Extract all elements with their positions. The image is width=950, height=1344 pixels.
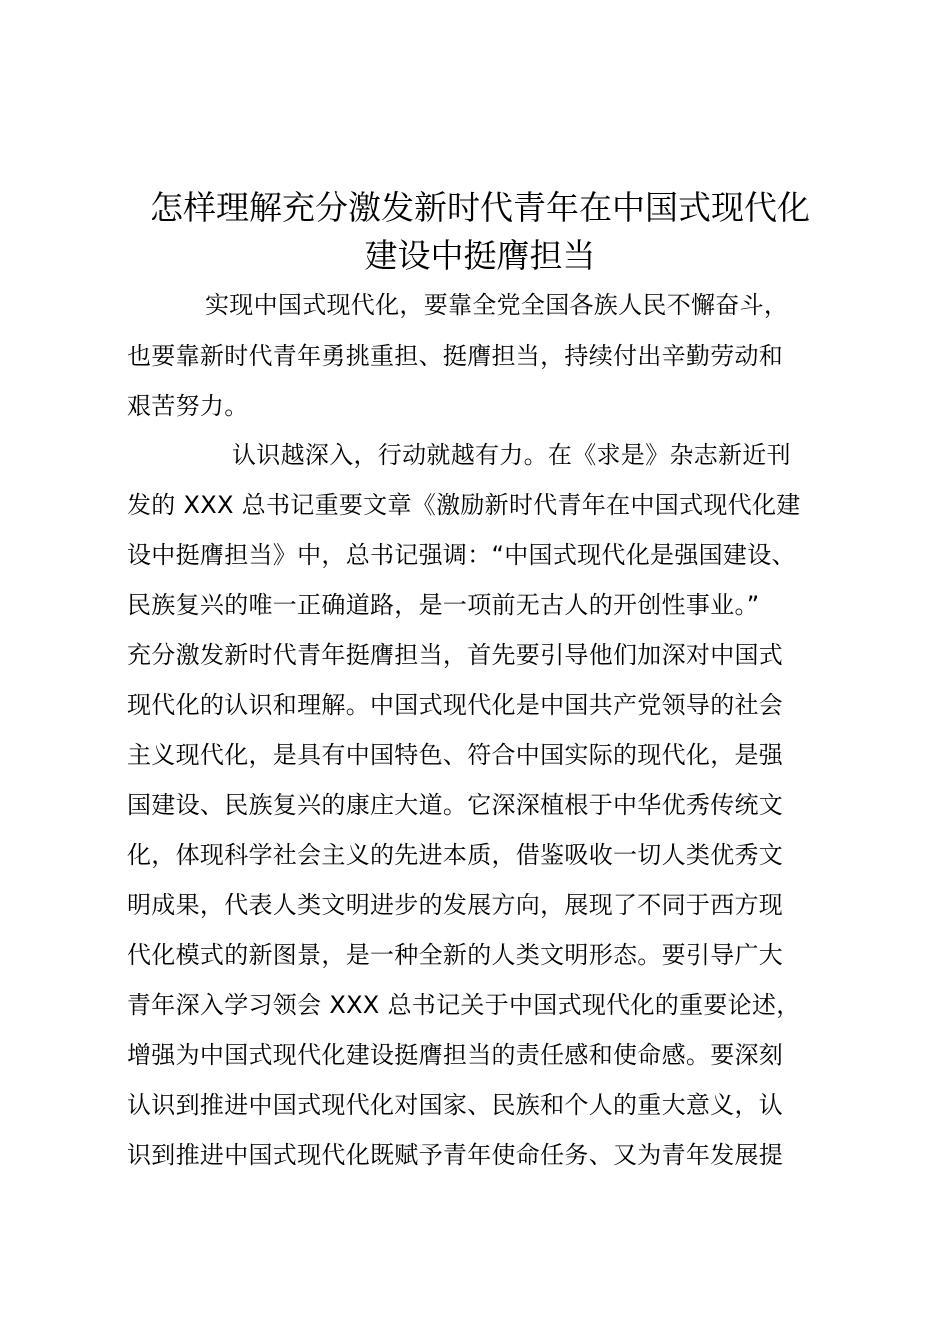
paragraph-2-line-7: 主义现代化，是具有中国特色、符合中国实际的现代化，是强 bbox=[127, 741, 784, 769]
paragraph-2-line-11: 代化模式的新图景，是一种全新的人类文明形态。要引导广大 bbox=[127, 941, 784, 969]
paragraph-2-line-3: 设中挺膺担当》中，总书记强调：“中国式现代化是强国建设、 bbox=[127, 541, 796, 569]
paragraph-1-line-1: 实现中国式现代化，要靠全党全国各族人民不懈奋斗， bbox=[205, 291, 789, 319]
paragraph-2-line-5: 充分激发新时代青年挺膺担当，首先要引导他们加深对中国式 bbox=[127, 641, 784, 669]
paragraph-2-line-4: 民族复兴的唯一正确道路，是一项前无古人的开创性事业。” bbox=[127, 591, 760, 619]
paragraph-2-line-6: 现代化的认识和理解。中国式现代化是中国共产党领导的社会 bbox=[127, 691, 784, 719]
paragraph-2-line-14: 认识到推进中国式现代化对国家、民族和个人的重大意义，认 bbox=[127, 1091, 784, 1119]
paragraph-2-line-8: 国建设、民族复兴的康庄大道。它深深植根于中华优秀传统文 bbox=[127, 791, 784, 819]
paragraph-2-line-2: 发的 XXX 总书记重要文章《激励新时代青年在中国式现代化建 bbox=[127, 491, 801, 519]
paragraph-1-line-2: 也要靠新时代青年勇挑重担、挺膺担当，持续付出辛勤劳动和 bbox=[127, 342, 784, 370]
paragraph-2-line-9: 化，体现科学社会主义的先进本质，借鉴吸收一切人类优秀文 bbox=[127, 841, 784, 869]
paragraph-1-line-3: 艰苦努力。 bbox=[127, 392, 249, 420]
document-title-line-1: 怎样理解充分激发新时代青年在中国式现代化 bbox=[150, 188, 810, 227]
paragraph-2-line-12: 青年深入学习领会 XXX 总书记关于中国式现代化的重要论述， bbox=[127, 991, 801, 1019]
document-title-line-2: 建设中挺膺担当 bbox=[364, 236, 596, 275]
paragraph-2-line-10: 明成果，代表人类文明进步的发展方向，展现了不同于西方现 bbox=[127, 891, 784, 919]
paragraph-2-line-1: 认识越深入，行动就越有力。在《求是》杂志新近刊 bbox=[232, 441, 791, 469]
paragraph-2-line-13: 增强为中国式现代化建设挺膺担当的责任感和使命感。要深刻 bbox=[127, 1041, 784, 1069]
paragraph-2-line-15: 识到推进中国式现代化既赋予青年使命任务、又为青年发展提 bbox=[127, 1141, 784, 1169]
